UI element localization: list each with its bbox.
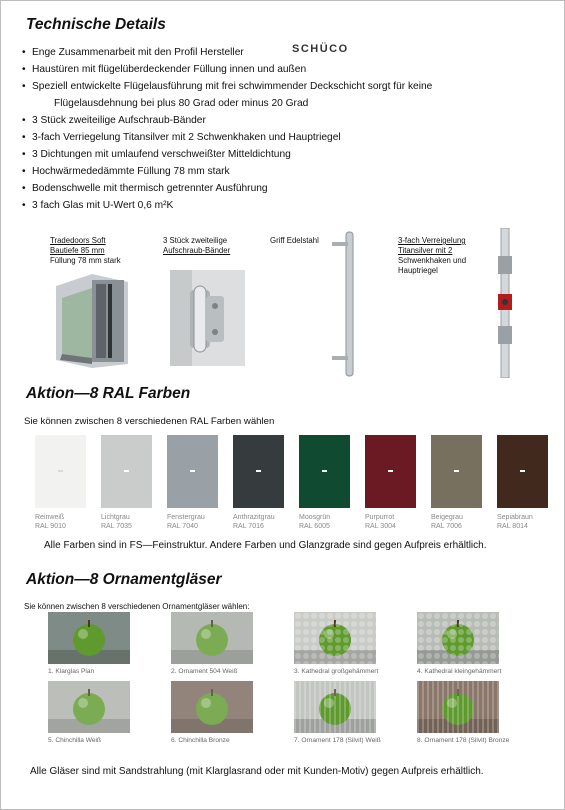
swatch-name: Beigegrau [431,514,463,521]
color-swatch [101,435,152,508]
color-swatch [233,435,284,508]
list-item: • Enge Zusammenarbeit mit den Profil Hersteller [22,44,542,61]
glass-caption: 8. Ornament 178 (Silvit) Bronze [417,737,510,744]
colors-intro: Sie können zwischen 8 verschiedenen RAL Farben wählen [24,416,275,427]
glass-sample [48,612,130,664]
glass-caption: 7. Ornament 178 (Silvit) Weiß [294,737,381,744]
hinge-caption: 3 Stück zweiteilige Aufschraub-Bänder [163,236,231,255]
swatch-marker [190,470,195,472]
list-item: • 3-fach Verriegelung Titansilver mit 2 Schwenkhaken und Hauptriegel [22,129,542,146]
list-item: • 3 fach Glas mit U-Wert 0,6 m²K [22,197,542,214]
door-caption: Tradedoors Soft Bautiefe 85 mm Füllung 78 mm stark [50,236,121,265]
glass-note: Alle Gläser sind mit Sandstrahlung (mit Klarglasrand oder mit Kunden-Motiv) gegen Aufpreis erhältlich. [30,766,484,777]
handle-image [330,228,360,380]
swatch-caption [431,513,463,531]
glass-caption: 1. Klarglas Plan [48,668,95,675]
apple-image [294,612,376,664]
glass-sample [171,681,253,733]
apple-image [417,681,499,733]
glass-sample [294,681,376,733]
glass-caption: 6. Chinchilla Bronze [171,737,230,744]
color-swatch [35,435,86,508]
swatch-name: Purpurrot [365,514,395,521]
page-title: Technische Details [26,16,166,33]
swatch-code: RAL 7016 [233,523,264,530]
swatch-name: Reinweiß [35,514,65,521]
swatch-name: Lichtgrau [101,514,130,521]
apple-image [48,681,130,733]
glass-section-title: Aktion—8 Ornamentgläser [26,571,222,588]
glass-caption: 4. Kathedral kleingehämmert [417,668,502,675]
swatch-code: RAL 7035 [101,523,132,530]
apple-image [171,612,253,664]
list-item: Flügelausdehnung bei plus 80 Grad oder minus 20 Grad [54,98,309,109]
hinge-image [170,270,245,366]
apple-image [417,612,499,664]
color-swatch [365,435,416,508]
apple-image [48,612,130,664]
list-item: • Bodenschwelle mit thermisch getrennter Ausführung [22,180,542,197]
swatch-marker [58,470,63,472]
glass-caption: 2. Ornament 504 Weiß [171,668,238,675]
swatch-caption [233,513,275,531]
list-item: • 3 Dichtungen mit umlaufend verschweißter Mitteldichtung [22,146,542,163]
swatch-code: RAL 7040 [167,523,198,530]
glass-caption: 5. Chinchilla Weiß [48,737,102,744]
handle-caption: Griff Edelstahl [270,236,319,245]
swatch-marker [124,470,129,472]
glass-intro: Sie können zwischen 8 verschiedenen Ornamentgläser wählen: [24,602,250,611]
schueco-logo: SCHÜCO [292,43,349,55]
glass-sample [48,681,130,733]
glass-caption: 3. Kathedral großgehämmert [294,668,379,675]
lock-image [492,228,518,378]
apple-image [171,681,253,733]
glass-sample [417,681,499,733]
list-item: • Hochwärmededämmte Füllung 78 mm stark [22,163,542,180]
list-item: • 3 Stück zweiteilige Aufschraub-Bänder [22,112,542,129]
list-item: • Haustüren mit flügelüberdeckender Füllung innen und außen [22,61,542,78]
swatch-marker [322,470,327,472]
color-swatch [167,435,218,508]
list-item: • Speziell entwickelte Flügelausführung mit frei schwimmender Deckschicht sorgt für keine [22,78,542,95]
swatch-marker [520,470,525,472]
swatch-marker [454,470,459,472]
swatch-code: RAL 6005 [299,523,330,530]
swatch-code: RAL 9010 [35,523,66,530]
swatch-caption [167,513,205,531]
swatch-caption [101,513,132,531]
glass-sample [294,612,376,664]
door-profile-image [52,270,132,370]
swatch-code: RAL 8014 [497,523,528,530]
colors-note: Alle Farben sind in FS—Feinstruktur. Andere Farben und Glanzgrade sind gegen Aufpreis erhältlich. [44,540,487,551]
glass-sample [417,612,499,664]
color-swatch [497,435,548,508]
technical-details-list [22,44,542,214]
swatch-caption [299,513,330,531]
swatch-marker [256,470,261,472]
color-swatch [431,435,482,508]
swatch-caption [35,513,66,531]
color-swatch [299,435,350,508]
colors-section-title: Aktion—8 RAL Farben [26,385,191,402]
lock-caption: 3-fach Verreigelung Titansilver mit 2 Schwenkhaken und Hauptriegel [398,236,467,275]
swatch-name: Sepiabraun [497,514,533,521]
swatch-caption [365,513,396,531]
swatch-caption [497,513,533,531]
glass-sample [171,612,253,664]
swatch-name: Fenstergrau [167,514,205,521]
swatch-name: Moosgrün [299,514,331,521]
swatch-name: Anthrazitgrau [233,514,275,521]
swatch-code: RAL 7006 [431,523,462,530]
swatch-marker [388,470,393,472]
swatch-code: RAL 3004 [365,523,396,530]
apple-image [294,681,376,733]
